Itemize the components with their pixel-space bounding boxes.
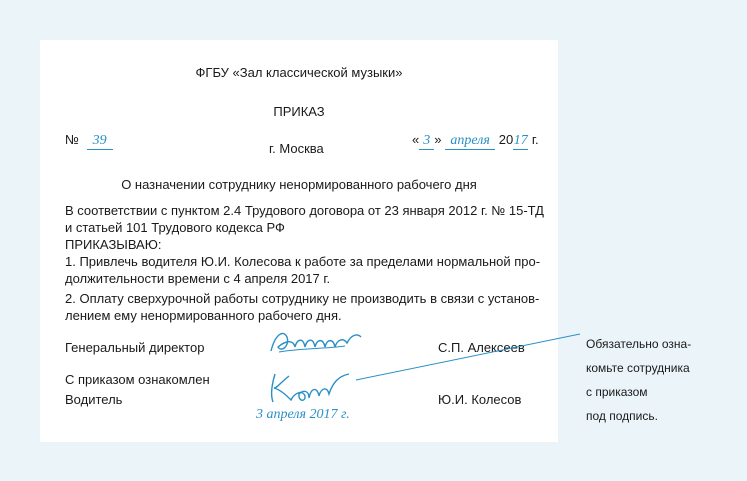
document-title: ПРИКАЗ (273, 104, 325, 119)
item-2-line-1: 2. Оплату сверхурочной работы сотруднику не производить в связи с установ- (65, 291, 540, 306)
city: г. Москва (269, 141, 324, 156)
item-1-line-2: должительности времени с 4 апреля 2017 г. (65, 271, 331, 286)
acknowledged-label: С приказом ознакомлен (65, 372, 210, 387)
date-day: 3 (419, 133, 434, 150)
driver-name: Ю.И. Колесов (438, 392, 522, 407)
number-value: 39 (87, 133, 113, 150)
order-subject: О назначении сотруднику ненормированного рабочего дня (121, 177, 477, 192)
side-note-line-2: комьте сотрудника (586, 361, 690, 375)
director-position: Генеральный директор (65, 340, 205, 355)
driver-position: Водитель (65, 392, 123, 407)
date-quote-close: » (434, 132, 442, 147)
side-note-line-4: под подпись. (586, 409, 658, 423)
date-year-abbr: г. (531, 132, 539, 147)
basis-line-1: В соответствии с пунктом 2.4 Трудового договора от 23 января 2012 г. № 15-ТД (65, 203, 544, 218)
number-label: № (65, 132, 79, 147)
order-word: ПРИКАЗЫВАЮ: (65, 237, 162, 252)
basis-line-2: и статьей 101 Трудового кодекса РФ (65, 220, 285, 235)
organization-name: ФГБУ «Зал классической музыки» (195, 65, 403, 80)
date-year-prefix: 20 (498, 132, 514, 147)
date-quote-open: « (412, 132, 420, 147)
date-month: апреля (445, 133, 495, 150)
date-year-suffix: 17 (513, 133, 528, 148)
item-1-line-1: 1. Привлечь водителя Ю.И. Колесова к работе за пределами нормальной про- (65, 254, 541, 269)
director-name: С.П. Алексеев (438, 340, 525, 355)
side-note-line-1: Обязательно озна- (586, 337, 692, 351)
handwritten-date: 3 апреля 2017 г. (256, 407, 350, 422)
side-note-line-3: с приказом (586, 385, 648, 399)
item-2-line-2: лением ему ненормированного рабочего дня. (65, 308, 342, 323)
